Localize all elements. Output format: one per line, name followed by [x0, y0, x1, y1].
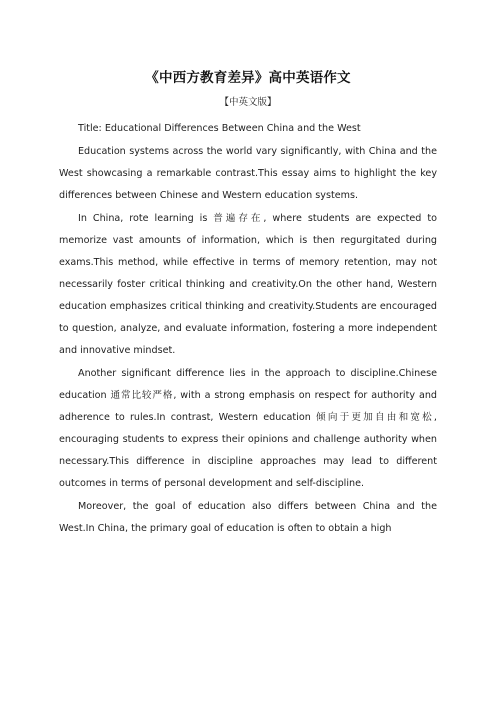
paragraph-intro: Education systems across the world vary significantly, with China and the West showcasing a remarkable contrast.This essay aims to highlight the key differences between Chinese and Western education systems. — [59, 146, 437, 201]
essay-title-line: Title: Educational Differences Between China and the West — [78, 123, 361, 134]
document-body — [59, 118, 437, 541]
paragraph-goals: Moreover, the goal of education also differs between China and the West.In China, the primary goal of education is often to obtain a high — [59, 501, 437, 534]
document-title: 《中西方教育差异》高中英语作文 — [145, 70, 351, 86]
paragraph-rote-learning: In China, rote learning is 普遍存在, where students are expected to memorize vast amounts of information, which is then regurgitated during exams.This method, while effective in terms of memory retention, may not necessarily foster critical thinking and creativity.On the other hand, Western education emphasizes critical thinking and creativity.Students are encouraged to question, analyze, and evaluate information, fostering a more independent and innovative mindset. — [59, 213, 437, 356]
document-subtitle: 【中英文版】 — [219, 97, 277, 108]
paragraph-discipline: Another significant difference lies in the approach to discipline.Chinese education 通常比较严格, with a strong emphasis on respect for authority and adherence to rules.In contrast, Western education 倾向于更加自由和宽松, encouraging students to express their opinions and challenge authority when necessary.This difference in discipline approaches may lead to different outcomes in terms of personal development and self-discipline. — [59, 368, 437, 489]
